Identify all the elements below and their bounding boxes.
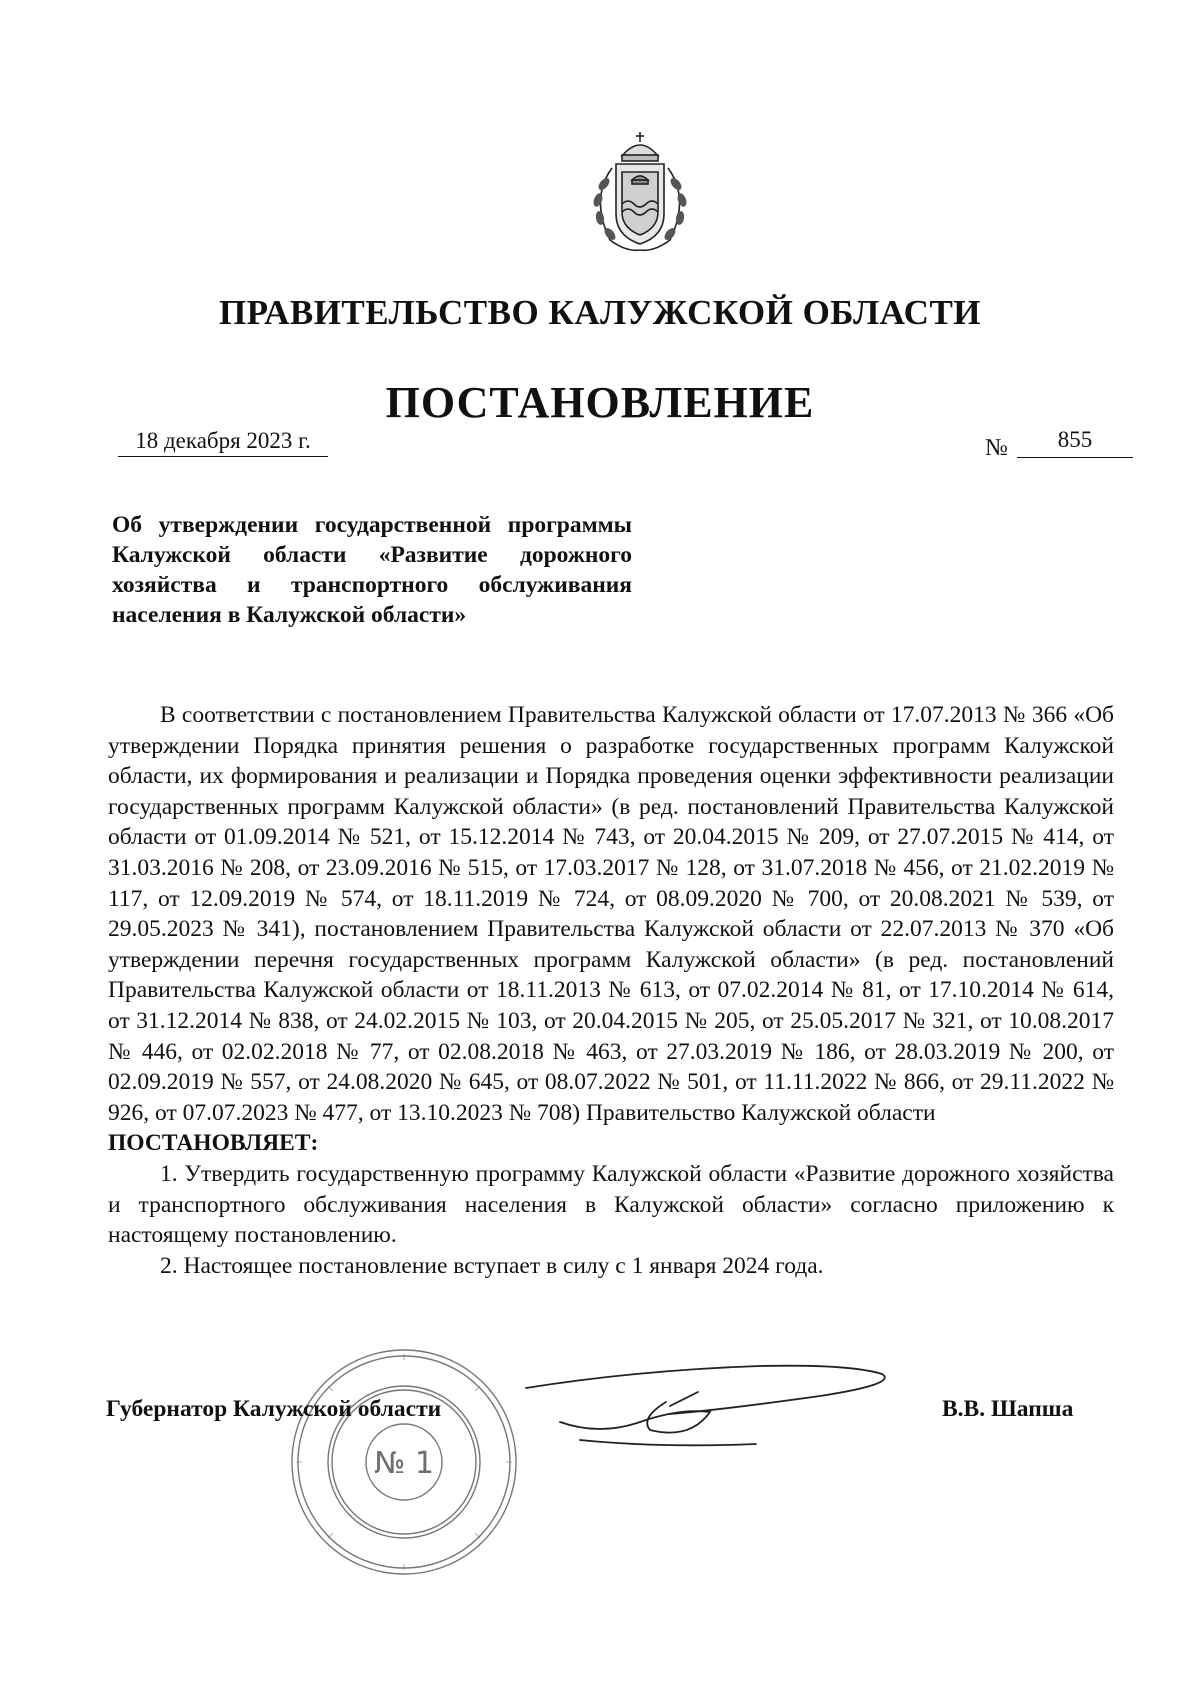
seal-number: № 1 (374, 1446, 434, 1481)
handwritten-signature-icon (520, 1352, 900, 1462)
document-date: 18 декабря 2023 г. (118, 428, 328, 457)
document-number-label: № (985, 435, 1008, 461)
document-subject: Об утверждении государственной программы Калужской области «Развитие дорожного хозяйства и транспортного обслуживания населения в Калужской области» (112, 512, 632, 628)
coat-of-arms-icon (570, 128, 710, 258)
signer-name: В.В. Шапша (942, 1396, 1074, 1422)
resolution-item-2: 2. Настоящее постановление вступает в силу с 1 января 2024 года. (160, 1252, 824, 1279)
document-type-title: ПОСТАНОВЛЕНИЕ (385, 378, 815, 427)
preamble-paragraph: В соответствии с постановлением Правительства Калужской области от 17.07.2013 № 366 «Об утверждении Порядка принятия решения о разработке государственных программ Калужской области, их формирования и реализации и Порядка проведения оценки эффективности реализации государственных программ Калужской области» (в ред. постановлений Правительства Калужской области от 01.09.2014 № 521, от 15.12.2014 № 743, от 20.04.2015 № 209, от 27.07.2015 № 414, от 31.03.2016 № 208, от 23.09.2016 № 515, от 17.03.2017 № 128, от 31.07.2018 № 456, от 21.02.2019 № 117, от 12.09.2019 № 574, от 18.11.2019 № 724, от 08.09.2020 № 700, от 20.08.2021 № 539, от 29.05.2023 № 341), постановлением Правительства Калужской области от 22.07.2013 № 370 «Об утверждении перечня государственных программ Калужской области» (в ред. постановлений Правительства Калужской области от 18.11.2013 № 613, от 07.02.2014 № 81, от 17.10.2014 № 614, от 31.12.2014 № 838, от 24.02.2015 № 103, от 20.04.2015 № 205, от 25.05.2017 № 321, от 10.08.2017 № 446, от 02.02.2018 № 77, от 02.08.2018 № 463, от 27.03.2019 № 186, от 28.03.2019 № 200, от 02.09.2019 № 557, от 24.08.2020 № 645, от 08.07.2022 № 501, от 11.11.2022 № 866, от 29.11.2022 № 926, от 07.07.2023 № 477, от 13.10.2023 № 708) Правительство Калужской области (108, 702, 1114, 1126)
resolution-item-1: 1. Утвердить государственную программу Калужской области «Развитие дорожного хозяйства и транспортного обслуживания населения в Калужской области» согласно приложению к настоящему постановлению. (108, 1160, 1114, 1249)
signer-title: Губернатор Калужской области (106, 1396, 442, 1422)
resolves-heading: ПОСТАНОВЛЯЕТ: (108, 1130, 319, 1157)
document-number-value: 855 (1017, 427, 1133, 458)
official-seal-icon (284, 1342, 524, 1582)
government-title: ПРАВИТЕЛЬСТВО КАЛУЖСКОЙ ОБЛАСТИ (218, 293, 982, 332)
document-body (108, 700, 1114, 1281)
